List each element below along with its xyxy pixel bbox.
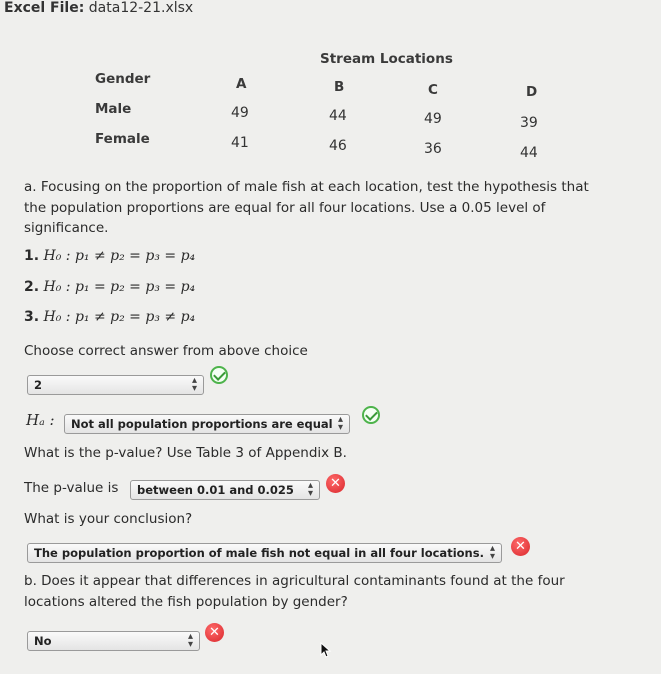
option-2-formula: H₀ : p₁ = p₂ = p₃ = p₄ xyxy=(43,279,196,295)
ha-dropdown[interactable] xyxy=(64,414,350,434)
chevron-updown-icon: ▴ ▾ xyxy=(489,543,495,562)
conclusion-dropdown-value: The population proportion of male fish not equal in all four locations. xyxy=(34,546,484,560)
pvalue-prefix: The p-value is xyxy=(24,480,119,496)
cell-male-d: 39 xyxy=(520,115,538,131)
col-header-d: D xyxy=(526,84,538,100)
chevron-updown-icon: ▴ ▾ xyxy=(187,631,193,650)
pvalue-dropdown[interactable] xyxy=(130,480,320,500)
part-a-line-3: significance. xyxy=(24,220,109,236)
gender-header: Gender xyxy=(95,71,151,87)
chevron-updown-icon: ▴ ▾ xyxy=(307,480,313,499)
col-header-a: A xyxy=(236,76,247,92)
row-label-female: Female xyxy=(95,131,150,147)
cell-female-c: 36 xyxy=(424,141,442,157)
conclusion-dropdown[interactable] xyxy=(27,543,502,563)
file-name[interactable]: data12-21.xlsx xyxy=(88,0,194,16)
option-1-number: 1. xyxy=(24,248,40,264)
option-1 xyxy=(24,248,195,264)
option-2 xyxy=(24,279,195,295)
cell-female-b: 46 xyxy=(329,138,347,154)
cell-male-b: 44 xyxy=(329,108,347,124)
col-header-c: C xyxy=(428,82,438,98)
row-label-male: Male xyxy=(95,101,132,117)
option-3 xyxy=(24,309,195,325)
part-a-line-2: the population proportions are equal for all four locations. Use a 0.05 level of xyxy=(24,200,546,216)
part-b-dropdown-value: No xyxy=(34,634,52,648)
cell-female-a: 41 xyxy=(231,135,249,151)
ha-label: Hₐ : xyxy=(26,411,55,429)
option-3-formula: H₀ : p₁ ≠ p₂ = p₃ ≠ p₄ xyxy=(43,309,196,325)
chevron-updown-icon: ▴ ▾ xyxy=(191,375,197,394)
option-2-number: 2. xyxy=(24,279,40,295)
part-b-line-2: locations altered the fish population by gender? xyxy=(24,594,348,610)
choice-dropdown-value: 2 xyxy=(34,378,43,392)
part-a-line-1: a. Focusing on the proportion of male fish at each location, test the hypothesis that xyxy=(24,179,589,195)
incorrect-x-icon: ✕ xyxy=(205,623,224,642)
pvalue-dropdown-value: between 0.01 and 0.025 xyxy=(137,483,294,497)
mouse-cursor-icon xyxy=(320,642,332,658)
cell-male-c: 49 xyxy=(424,111,442,127)
ha-dropdown-value: Not all population proportions are equal xyxy=(71,417,333,431)
part-b-dropdown[interactable] xyxy=(27,631,200,651)
correct-check-icon xyxy=(362,406,380,424)
file-title xyxy=(4,0,193,16)
correct-check-icon xyxy=(210,366,228,384)
file-label: Excel File: xyxy=(4,0,85,16)
part-b-line-1: b. Does it appear that differences in agricultural contaminants found at the four xyxy=(24,573,565,589)
choose-instruction: Choose correct answer from above choice xyxy=(24,343,308,359)
col-header-b: B xyxy=(334,79,345,95)
cell-male-a: 49 xyxy=(231,105,249,121)
option-3-number: 3. xyxy=(24,309,40,325)
cell-female-d: 44 xyxy=(520,145,538,161)
conclusion-question: What is your conclusion? xyxy=(24,511,193,527)
stream-locations-heading: Stream Locations xyxy=(320,51,453,67)
incorrect-x-icon: ✕ xyxy=(326,474,345,493)
pvalue-question: What is the p-value? Use Table 3 of Appendix B. xyxy=(24,445,347,461)
chevron-updown-icon: ▴ ▾ xyxy=(337,414,343,433)
incorrect-x-icon: ✕ xyxy=(511,537,530,556)
option-1-formula: H₀ : p₁ ≠ p₂ = p₃ = p₄ xyxy=(43,248,196,264)
choice-dropdown[interactable] xyxy=(27,375,204,395)
